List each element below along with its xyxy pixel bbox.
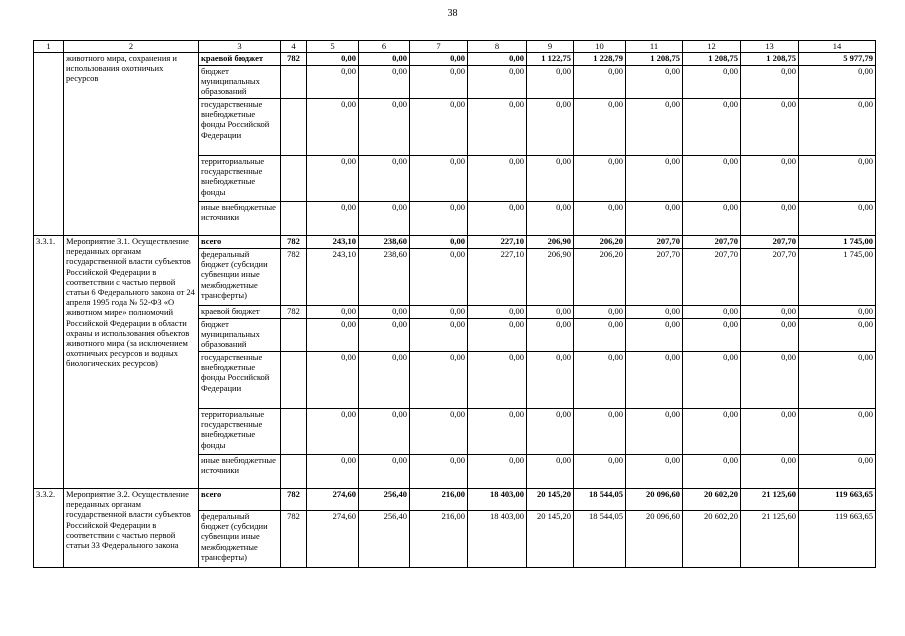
funding-source: иные внебюджетные источники: [199, 455, 281, 489]
amount-cell: 0,00: [741, 156, 799, 202]
table-row: [34, 53, 876, 66]
amount-cell: 5 977,79: [799, 53, 876, 66]
amount-cell: 0,00: [574, 455, 626, 489]
amount-cell: 0,00: [307, 156, 359, 202]
amount-cell: 0,00: [527, 352, 574, 409]
amount-cell: 0,00: [799, 156, 876, 202]
amount-cell: 20 145,20: [527, 489, 574, 511]
amount-cell: 238,60: [359, 236, 410, 249]
amount-cell: 0,00: [574, 409, 626, 455]
budget-code: [281, 156, 307, 202]
budget-code: [281, 409, 307, 455]
funding-source: всего: [199, 236, 281, 249]
table-row: [34, 236, 876, 249]
amount-cell: 0,00: [468, 202, 527, 236]
amount-cell: 0,00: [741, 66, 799, 99]
amount-cell: 0,00: [741, 455, 799, 489]
column-header: 9: [527, 41, 574, 53]
amount-cell: 0,00: [468, 53, 527, 66]
amount-cell: 0,00: [468, 99, 527, 156]
budget-code: 782: [281, 306, 307, 319]
amount-cell: 0,00: [799, 202, 876, 236]
amount-cell: 227,10: [468, 249, 527, 306]
amount-cell: 0,00: [683, 409, 741, 455]
budget-table: [33, 40, 876, 568]
column-header: 13: [741, 41, 799, 53]
amount-cell: 18 544,05: [574, 511, 626, 568]
amount-cell: 0,00: [626, 455, 683, 489]
amount-cell: 0,00: [626, 66, 683, 99]
amount-cell: 0,00: [527, 319, 574, 352]
amount-cell: 0,00: [410, 66, 468, 99]
amount-cell: 0,00: [359, 409, 410, 455]
budget-code: 782: [281, 53, 307, 66]
amount-cell: 0,00: [574, 352, 626, 409]
amount-cell: 0,00: [527, 156, 574, 202]
budget-code: [281, 455, 307, 489]
amount-cell: 0,00: [410, 319, 468, 352]
column-header: 6: [359, 41, 410, 53]
amount-cell: 0,00: [683, 66, 741, 99]
funding-source: государственные внебюджетные фонды Российской Федерации: [199, 352, 281, 409]
amount-cell: 0,00: [626, 352, 683, 409]
amount-cell: 1 745,00: [799, 236, 876, 249]
column-header: 12: [683, 41, 741, 53]
amount-cell: 0,00: [410, 249, 468, 306]
amount-cell: 0,00: [410, 236, 468, 249]
amount-cell: 0,00: [307, 319, 359, 352]
budget-code: [281, 99, 307, 156]
amount-cell: 227,10: [468, 236, 527, 249]
column-header: 4: [281, 41, 307, 53]
amount-cell: 0,00: [410, 202, 468, 236]
funding-source: федеральный бюджет (субсидии субвенции иные межбюджетные трансферты): [199, 249, 281, 306]
amount-cell: 0,00: [626, 306, 683, 319]
amount-cell: 0,00: [468, 352, 527, 409]
amount-cell: 206,90: [527, 249, 574, 306]
amount-cell: 207,70: [683, 236, 741, 249]
amount-cell: 0,00: [468, 306, 527, 319]
amount-cell: 1 208,75: [741, 53, 799, 66]
amount-cell: 243,10: [307, 249, 359, 306]
funding-source: краевой бюджет: [199, 306, 281, 319]
amount-cell: 0,00: [527, 202, 574, 236]
column-header: 7: [410, 41, 468, 53]
amount-cell: 0,00: [410, 409, 468, 455]
amount-cell: 0,00: [574, 99, 626, 156]
amount-cell: 0,00: [741, 202, 799, 236]
amount-cell: 0,00: [683, 455, 741, 489]
amount-cell: 274,60: [307, 489, 359, 511]
amount-cell: 20 096,60: [626, 511, 683, 568]
amount-cell: 0,00: [626, 156, 683, 202]
budget-code: [281, 352, 307, 409]
amount-cell: 216,00: [410, 511, 468, 568]
amount-cell: 216,00: [410, 489, 468, 511]
amount-cell: 0,00: [359, 53, 410, 66]
amount-cell: 0,00: [410, 156, 468, 202]
budget-code: [281, 319, 307, 352]
header-row: [34, 41, 876, 53]
budget-code: 782: [281, 236, 307, 249]
amount-cell: 206,90: [527, 236, 574, 249]
amount-cell: 0,00: [359, 66, 410, 99]
amount-cell: 0,00: [683, 306, 741, 319]
amount-cell: 21 125,60: [741, 511, 799, 568]
budget-code: 782: [281, 511, 307, 568]
amount-cell: 21 125,60: [741, 489, 799, 511]
amount-cell: 0,00: [527, 99, 574, 156]
amount-cell: 256,40: [359, 489, 410, 511]
amount-cell: 0,00: [799, 352, 876, 409]
funding-source: краевой бюджет: [199, 53, 281, 66]
amount-cell: 0,00: [410, 306, 468, 319]
amount-cell: 18 403,00: [468, 489, 527, 511]
budget-code: 782: [281, 249, 307, 306]
funding-source: бюджет муниципальных образований: [199, 319, 281, 352]
column-header: 3: [199, 41, 281, 53]
amount-cell: 0,00: [574, 202, 626, 236]
amount-cell: 119 663,65: [799, 489, 876, 511]
amount-cell: 0,00: [527, 66, 574, 99]
amount-cell: 0,00: [307, 409, 359, 455]
amount-cell: 0,00: [468, 319, 527, 352]
budget-code: 782: [281, 489, 307, 511]
amount-cell: 20 602,20: [683, 511, 741, 568]
column-header: 14: [799, 41, 876, 53]
amount-cell: 119 663,65: [799, 511, 876, 568]
column-header: 10: [574, 41, 626, 53]
amount-cell: 0,00: [527, 455, 574, 489]
amount-cell: 0,00: [799, 306, 876, 319]
amount-cell: 207,70: [626, 236, 683, 249]
funding-source: бюджет муниципальных образований: [199, 66, 281, 99]
amount-cell: 0,00: [626, 319, 683, 352]
amount-cell: 0,00: [359, 306, 410, 319]
amount-cell: 0,00: [307, 306, 359, 319]
amount-cell: 0,00: [468, 409, 527, 455]
amount-cell: 0,00: [574, 306, 626, 319]
amount-cell: 18 544,05: [574, 489, 626, 511]
amount-cell: 1 228,79: [574, 53, 626, 66]
amount-cell: 0,00: [307, 455, 359, 489]
amount-cell: 0,00: [410, 53, 468, 66]
amount-cell: 0,00: [799, 66, 876, 99]
amount-cell: 256,40: [359, 511, 410, 568]
amount-cell: 206,20: [574, 249, 626, 306]
funding-source: государственные внебюджетные фонды Российской Федерации: [199, 99, 281, 156]
column-header: 11: [626, 41, 683, 53]
funding-source: территориальные государственные внебюджетные фонды: [199, 409, 281, 455]
column-header: 8: [468, 41, 527, 53]
amount-cell: 0,00: [410, 455, 468, 489]
amount-cell: 1 745,00: [799, 249, 876, 306]
amount-cell: 0,00: [359, 352, 410, 409]
amount-cell: 0,00: [626, 202, 683, 236]
amount-cell: 0,00: [574, 66, 626, 99]
amount-cell: 207,70: [741, 236, 799, 249]
amount-cell: 0,00: [410, 99, 468, 156]
amount-cell: 207,70: [626, 249, 683, 306]
amount-cell: 0,00: [359, 319, 410, 352]
amount-cell: 0,00: [683, 319, 741, 352]
amount-cell: 1 208,75: [626, 53, 683, 66]
budget-code: [281, 66, 307, 99]
funding-source: иные внебюджетные источники: [199, 202, 281, 236]
amount-cell: 0,00: [359, 99, 410, 156]
page-number: 38: [447, 8, 458, 19]
amount-cell: 20 145,20: [527, 511, 574, 568]
amount-cell: 0,00: [799, 409, 876, 455]
item-number: 3.3.1.: [34, 236, 64, 489]
amount-cell: 1 122,75: [527, 53, 574, 66]
item-number: [34, 53, 64, 236]
amount-cell: 20 096,60: [626, 489, 683, 511]
amount-cell: 0,00: [468, 455, 527, 489]
amount-cell: 0,00: [468, 156, 527, 202]
table-row: [34, 489, 876, 511]
amount-cell: 18 403,00: [468, 511, 527, 568]
amount-cell: 206,20: [574, 236, 626, 249]
amount-cell: 0,00: [741, 319, 799, 352]
amount-cell: 0,00: [741, 99, 799, 156]
activity-name: Мероприятие 3.2. Осуществление переданных органам государственной власти субъектов Российской Федерации в соответствии с частью первой статьи 33 Федерального закона: [64, 489, 199, 568]
amount-cell: 0,00: [799, 99, 876, 156]
amount-cell: 238,60: [359, 249, 410, 306]
amount-cell: 0,00: [307, 99, 359, 156]
amount-cell: 0,00: [527, 409, 574, 455]
amount-cell: 0,00: [799, 455, 876, 489]
column-header: 2: [64, 41, 199, 53]
item-number: 3.3.2.: [34, 489, 64, 568]
amount-cell: 0,00: [527, 306, 574, 319]
budget-code: [281, 202, 307, 236]
amount-cell: 0,00: [683, 99, 741, 156]
amount-cell: 0,00: [307, 66, 359, 99]
amount-cell: 0,00: [410, 352, 468, 409]
amount-cell: 0,00: [574, 156, 626, 202]
amount-cell: 0,00: [307, 202, 359, 236]
amount-cell: 0,00: [799, 319, 876, 352]
amount-cell: 0,00: [741, 352, 799, 409]
amount-cell: 0,00: [359, 202, 410, 236]
funding-source: федеральный бюджет (субсидии субвенции иные межбюджетные трансферты): [199, 511, 281, 568]
funding-source: всего: [199, 489, 281, 511]
amount-cell: 243,10: [307, 236, 359, 249]
amount-cell: 0,00: [683, 156, 741, 202]
amount-cell: 0,00: [741, 409, 799, 455]
funding-source: территориальные государственные внебюджетные фонды: [199, 156, 281, 202]
amount-cell: 0,00: [307, 352, 359, 409]
amount-cell: 207,70: [741, 249, 799, 306]
amount-cell: 0,00: [468, 66, 527, 99]
amount-cell: 207,70: [683, 249, 741, 306]
amount-cell: 274,60: [307, 511, 359, 568]
amount-cell: 1 208,75: [683, 53, 741, 66]
activity-name: Мероприятие 3.1. Осуществление переданных органам государственной власти субъектов Российской Федерации в соответствии с частью первой статьи 6 Федерального закона от 24 апреля 1995 года № 52-ФЗ «О животном мире» полномочий Российской Федерации в области охраны и использования объектов животного мира (за исключением охотничьих ресурсов и водных биологических ресурсов): [64, 236, 199, 489]
amount-cell: 0,00: [574, 319, 626, 352]
column-header: 5: [307, 41, 359, 53]
amount-cell: 20 602,20: [683, 489, 741, 511]
amount-cell: 0,00: [741, 306, 799, 319]
amount-cell: 0,00: [359, 455, 410, 489]
amount-cell: 0,00: [307, 53, 359, 66]
amount-cell: 0,00: [683, 352, 741, 409]
amount-cell: 0,00: [359, 156, 410, 202]
amount-cell: 0,00: [683, 202, 741, 236]
amount-cell: 0,00: [626, 409, 683, 455]
amount-cell: 0,00: [626, 99, 683, 156]
activity-name: животного мира, сохранения и использования охотничьих ресурсов: [64, 53, 199, 236]
column-header: 1: [34, 41, 64, 53]
